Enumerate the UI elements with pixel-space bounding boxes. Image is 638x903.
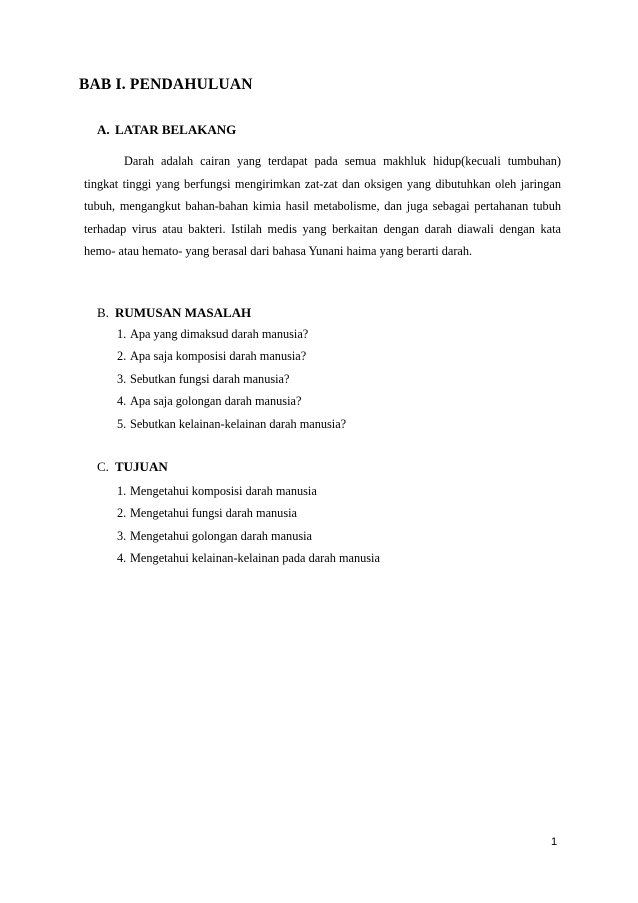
section-b-heading (97, 305, 251, 321)
list-item-number: 3. (117, 528, 127, 543)
section-c-letter: C. (97, 459, 109, 474)
list-item-number: 2. (117, 506, 127, 521)
list-item (117, 390, 346, 412)
list-item-text: Sebutkan fungsi darah manusia? (130, 371, 290, 386)
list-item-text: Apa yang dimaksud darah manusia? (130, 327, 309, 341)
list-item (117, 368, 346, 390)
section-c-title: TUJUAN (115, 459, 168, 474)
list-item (117, 323, 346, 345)
section-a-letter: A. (97, 122, 110, 137)
background-paragraph: Darah adalah cairan yang terdapat pada semua makhluk hidup(kecuali tumbuhan) tingkat tinggi yang berfungsi mengirimkan zat-zat dan oksigen yang dibutuhkan oleh jaringan tubuh, mengangkut bahan-bahan kimia hasil metabolisme, dan juga sebagai pertahanan tubuh terhadap virus atau bakteri. Istilah medis yang berkaitan dengan darah diawali dengan kata hemo- atau hemato- yang berasal dari bahasa Yunani haima yang berarti darah. (84, 154, 561, 259)
list-item-number: 2. (117, 349, 127, 364)
list-item-number: 3. (117, 371, 127, 386)
problem-list (117, 323, 346, 435)
list-item-number: 1. (117, 327, 127, 341)
page-number: 1 (551, 836, 558, 848)
section-b-letter: B. (97, 305, 109, 320)
section-a-title: LATAR BELAKANG (115, 122, 237, 137)
list-item-number: 4. (117, 551, 127, 566)
list-item (117, 502, 380, 524)
list-item-text: Mengetahui kelainan-kelainan pada darah manusia (130, 551, 380, 566)
list-item (117, 525, 380, 547)
list-item-text: Mengetahui komposisi darah manusia (130, 484, 317, 498)
objective-list (117, 480, 380, 570)
section-c-heading (97, 459, 168, 475)
list-item (117, 480, 380, 502)
list-item-text: Apa saja komposisi darah manusia? (130, 349, 307, 364)
list-item-text: Apa saja golongan darah manusia? (130, 394, 302, 409)
list-item-text: Sebutkan kelainan-kelainan darah manusia? (130, 416, 347, 431)
list-item (117, 345, 346, 367)
list-item-text: Mengetahui fungsi darah manusia (130, 506, 297, 521)
list-item (117, 413, 346, 435)
list-item-number: 1. (117, 484, 127, 498)
list-item-text: Mengetahui golongan darah manusia (130, 528, 313, 543)
chapter-title: BAB I. PENDAHULUAN (79, 76, 253, 93)
list-item (117, 547, 380, 569)
section-a-heading (97, 122, 236, 138)
list-item-number: 5. (117, 416, 127, 431)
list-item-number: 4. (117, 394, 127, 409)
section-b-title: RUMUSAN MASALAH (115, 305, 252, 320)
